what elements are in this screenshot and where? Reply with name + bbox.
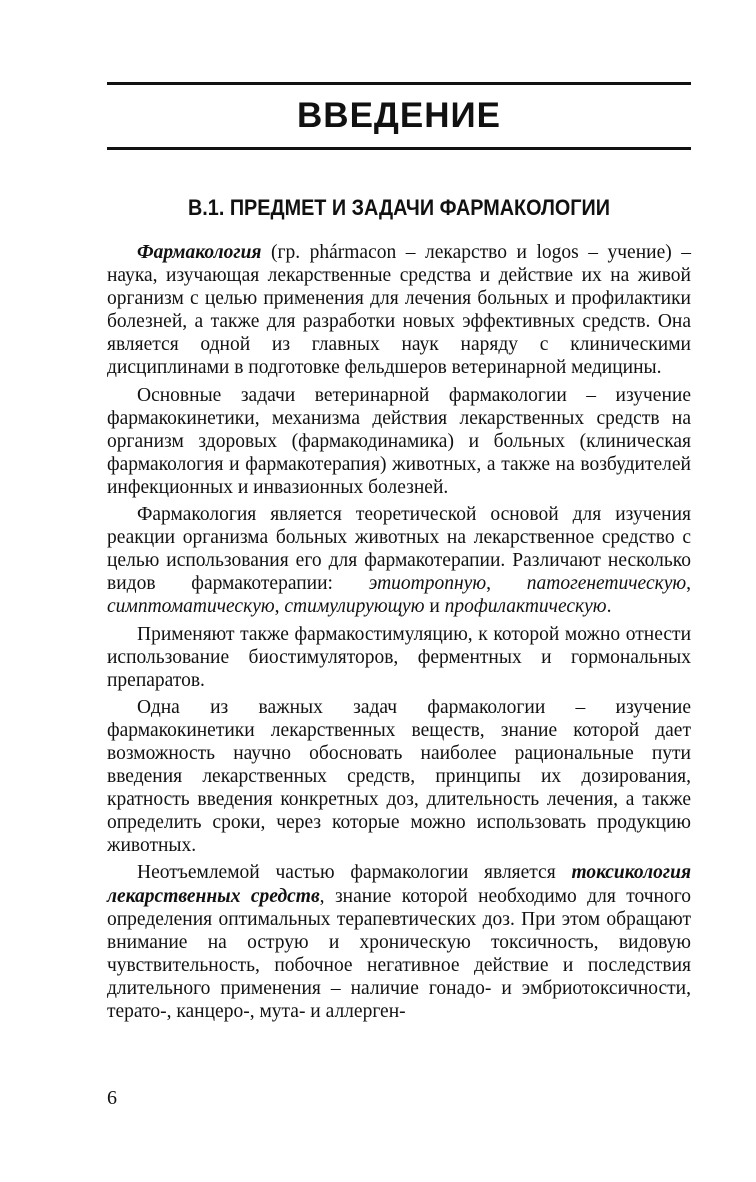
- term-pharmacology: Фармакология: [137, 242, 262, 263]
- term-toxicology: токсикология лекарственных средств: [107, 862, 691, 907]
- therapy-type: стимулирующую: [284, 596, 425, 618]
- chapter-bottom-rule: [107, 147, 691, 150]
- paragraph-text: Фармакология является теоретической основой для изучения реакции организма больных животных на лекарственное средство с целью использования его для фармакотерапии. Различают несколько видов фармакотерапии:: [107, 504, 691, 595]
- paragraph-tasks: [107, 384, 691, 499]
- paragraph-therapy-types: Фармакология является теоретической основой для изучения реакции организма больных животных на лекарственное средство с целью использования его для фармакотерапии. Различают несколько видов фармакотерапии: этиотропную, патогенетическую, симптоматическую, стимулирующую и профилактическую.: [107, 504, 692, 618]
- paragraph-text: Неотъемлемой частью фармакологии является: [137, 862, 572, 884]
- paragraph-text: Применяют также фармакостимуляцию, к которой можно отнести использование биостимуляторов, ферментных и гормональных препаратов.: [107, 623, 691, 691]
- therapy-type: симптоматическую: [107, 596, 275, 618]
- body-text: [107, 241, 691, 1027]
- section-title: В.1. ПРЕДМЕТ И ЗАДАЧИ ФАРМАКОЛОГИИ: [188, 195, 610, 220]
- paragraph-text: Одна из важных задач фармакологии – изучение фармакокинетики лекарственных веществ, знание которой дает возможность научно обосновать наиболее рациональные пути введения лекарственных средств, принципы их дозирования, кратность введения конкретных доз, длительность лечения, а также определить сроки, через которые можно использовать продукцию животных.: [107, 696, 691, 857]
- therapy-type: этиотропную: [368, 573, 487, 595]
- paragraph-toxicology: [107, 861, 691, 1023]
- paragraph-text: , знание которой необходимо для точного определения оптимальных терапевтических доз. При этом обращают внимание на острую и хроническую токсичность, видовую чувствительность, побочное негативное действие и последствия длительного применения – наличие гонадо- и эмбриотоксичности, терато-, канцеро-, мута- и аллерген-: [107, 885, 692, 1022]
- therapy-type: патогенетическую: [526, 573, 687, 595]
- paragraph-stimulation: [107, 623, 691, 692]
- page-number: 6: [107, 1087, 117, 1109]
- therapy-type: профилактическую: [444, 596, 607, 618]
- paragraph-pharmacokinetics: [107, 696, 691, 858]
- paragraph-text: Основные задачи ветеринарной фармакологии – изучение фармакокинетики, механизма действия лекарственных средств на организм здоровых (фармакодинамика) и больных (клиническая фармакология и фармакотерапия) животных, а также на возбудителей инфекционных и инвазионных болезней.: [107, 384, 691, 498]
- chapter-title: ВВЕДЕНИЕ: [297, 96, 501, 135]
- paragraph-definition: [107, 241, 691, 380]
- chapter-top-rule: [107, 82, 691, 85]
- paragraph-text: (гр. phármacon – лекарство и logos – учение) – наука, изучающая лекарственные средства и действие их на живой организм с целью применения для лечения больных и профилактики болезней, а также для разработки новых эффективных средств. Она является одной из главных наук наряду с клиническими дисциплинами в подготовке фельдшеров ветеринарной медицины.: [107, 242, 691, 379]
